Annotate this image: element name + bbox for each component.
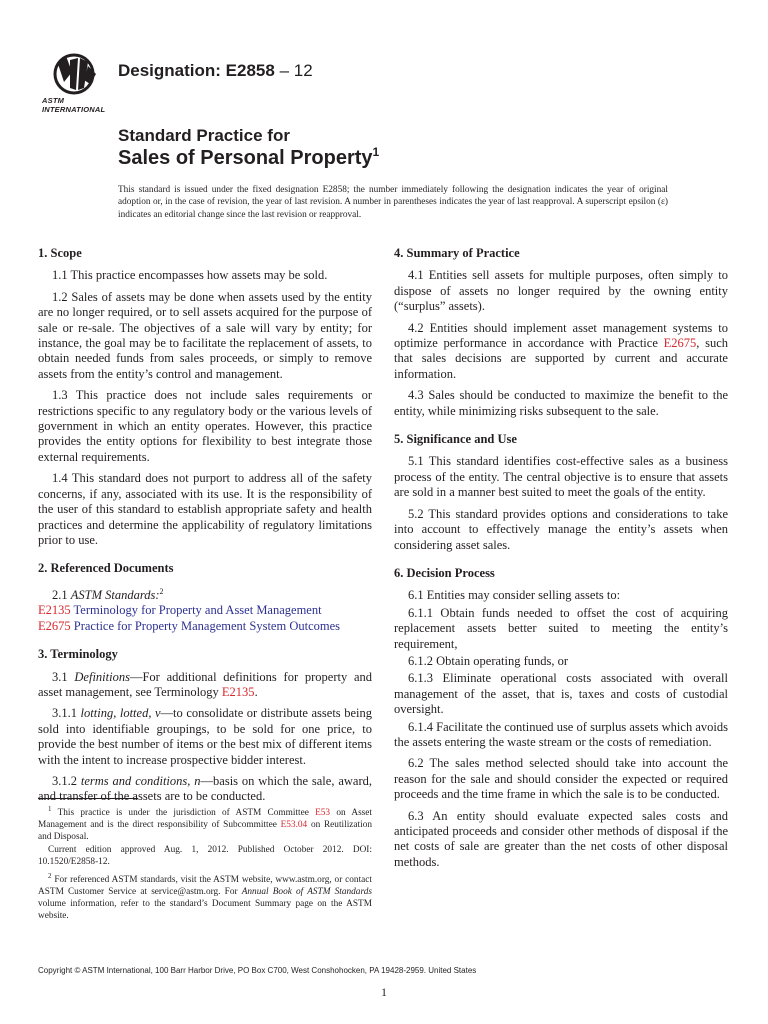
paragraph: 6.1.4 Facilitate the continued use of surplus assets which avoids the assets entering the waste stream or the costs of remediation. bbox=[394, 719, 728, 749]
astm-logo bbox=[42, 52, 112, 114]
footnote-text: volume information, refer to the standard’s Document Summary page on the ASTM website. bbox=[38, 898, 372, 921]
footnote-text: on Reutilization and Disposal. bbox=[38, 819, 373, 842]
designation bbox=[118, 61, 313, 81]
footnote-text: For referenced ASTM standards, visit the ASTM website, www.astm.org, or contact ASTM Customer Service at service@astm.org. For bbox=[38, 875, 372, 897]
title-text: Sales of Personal Property bbox=[118, 147, 373, 169]
para-number: 3.1 bbox=[52, 669, 75, 684]
paragraph: 5.2 This standard provides options and considerations to take into account to effectively manage the entity’s assets when considering asset sales. bbox=[394, 506, 728, 552]
logo-text: ASTM INTERNATIONAL bbox=[42, 96, 106, 114]
footnote-1 bbox=[38, 804, 372, 843]
footnote-divider bbox=[38, 798, 138, 799]
section-heading: 2. Referenced Documents bbox=[38, 561, 174, 576]
link-e2675[interactable]: E2675 bbox=[663, 336, 697, 351]
footnote-text: This practice is under the jurisdiction of ASTM Committee bbox=[51, 808, 316, 819]
section-heading: 5. Significance and Use bbox=[394, 432, 517, 447]
italic-term: terms and conditions, n bbox=[80, 773, 201, 788]
footnotes bbox=[38, 798, 372, 924]
designation-revision: – 12 bbox=[279, 61, 313, 80]
paragraph: 6.1.3 Eliminate operational costs associated with overall management of the asset, that is, taxes and costs of custodial oversight. bbox=[394, 671, 728, 717]
paragraph: 1.3 This practice does not include sales requirements or restrictions specific to any regulatory body or the various levels of government in which an entity operates. However, this practice provides the entity options for flexibility to best integrate those external requirements. bbox=[38, 388, 372, 464]
paragraph bbox=[38, 670, 372, 701]
paragraph: 6.2 The sales method selected should take into account the reason for the sale and should consider the expected or required proceeds and the time frame in which the sale is to be conducted. bbox=[394, 756, 728, 802]
title-line-2 bbox=[118, 147, 379, 170]
section-heading: 6. Decision Process bbox=[394, 565, 495, 580]
copyright: Copyright © ASTM International, 100 Barr Harbor Drive, PO Box C700, West Conshohocken, PA 19428-2959. United States bbox=[38, 966, 477, 975]
link-e53[interactable]: E53 bbox=[315, 808, 331, 819]
footnote-marker: 2 bbox=[159, 586, 164, 596]
para-text: —For additional definitions for property and asset management, see Terminology bbox=[38, 669, 373, 699]
section-significance-and-use bbox=[394, 432, 728, 553]
footnote-1-edition: Current edition approved Aug. 1, 2012. Published October 2012. DOI: 10.1520/E2858-12. bbox=[38, 845, 372, 868]
section-heading: 1. Scope bbox=[38, 246, 82, 260]
para-number: 2.1 bbox=[52, 587, 71, 602]
paragraph bbox=[38, 584, 372, 604]
paragraph bbox=[38, 706, 372, 768]
para-text: —basis on which the sale, award, and transfer of the assets are to be conducted. bbox=[38, 773, 372, 804]
paragraph: 6.1.1 Obtain funds needed to offset the cost of acquiring replacement assets better suited to meeting the entity’s requirement, bbox=[394, 605, 728, 651]
para-number: 3.1.1 bbox=[52, 706, 81, 721]
paragraph: 5.1 This standard identifies cost-effective sales as a business process of the entity. The central objective is to ensure that assets are sold in a manner best suited to meet the goals of the entity. bbox=[394, 454, 728, 500]
title-line-1: Standard Practice for bbox=[118, 126, 290, 145]
section-heading: 4. Summary of Practice bbox=[394, 246, 520, 260]
italic-term: lotting, lotted, v bbox=[80, 706, 161, 721]
paragraph: 4.3 Sales should be conducted to maximize the benefit to the entity, while minimizing risks subsequent to the sale. bbox=[394, 388, 728, 418]
ref-title[interactable]: Terminology for Property and Asset Management bbox=[73, 603, 322, 618]
italic-term: Definitions bbox=[74, 669, 130, 684]
footnote-marker: 2 bbox=[48, 872, 52, 881]
section-referenced-documents bbox=[38, 561, 372, 634]
footnote-marker: 1 bbox=[48, 805, 52, 813]
paragraph bbox=[394, 321, 728, 383]
right-column bbox=[394, 246, 728, 883]
reference-link-e2135[interactable] bbox=[38, 603, 372, 618]
para-text: —to consolidate or distribute assets being sold into identifiable groupings, to be sold for one price, to provide the best number of items or the best mix of different items with the intent to increase prospective bidder interest. bbox=[38, 706, 372, 767]
ref-title[interactable]: Practice for Property Management System Outcomes bbox=[73, 618, 341, 633]
section-heading: 3. Terminology bbox=[38, 647, 118, 662]
reference-link-e2675[interactable] bbox=[38, 619, 372, 634]
paragraph: 6.3 An entity should evaluate expected sales costs and anticipated proceeds and consider other methods of disposal if the net costs of sale are greater than the net costs of other disposal methods. bbox=[394, 808, 728, 869]
designation-label: Designation: E2858 bbox=[118, 61, 275, 80]
section-scope bbox=[38, 246, 372, 548]
para-text: 4.2 Entities should implement asset management systems to optimize performance in accordance with Practice bbox=[394, 320, 728, 351]
para-number: 3.1.2 bbox=[52, 773, 81, 788]
footnote-text: on Asset Management and is the direct responsibility of Subcommittee bbox=[38, 808, 373, 830]
footnote-2 bbox=[38, 871, 372, 922]
ref-code[interactable]: E2135 bbox=[38, 603, 71, 618]
intro-paragraph: This standard is issued under the fixed designation E2858; the number immediately following the designation indicates the year of original adoption or, in the case of revision, the year of last revision. A number in parentheses indicates the year of last reapproval. A superscript epsilon (ε) indicates an editorial change since the last revision or reapproval. bbox=[118, 185, 668, 220]
paragraph: 6.1 Entities may consider selling assets to: bbox=[408, 588, 621, 603]
italic-term: ASTM Standards: bbox=[70, 587, 160, 602]
ref-code[interactable]: E2675 bbox=[38, 618, 71, 633]
paragraph: 1.1 This practice encompasses how assets may be sold. bbox=[52, 268, 328, 283]
section-terminology bbox=[38, 647, 372, 805]
section-summary-of-practice bbox=[394, 246, 728, 419]
italic-term: Annual Book of ASTM Standards bbox=[241, 886, 372, 897]
left-column bbox=[38, 246, 372, 818]
para-text: . bbox=[254, 684, 258, 699]
paragraph: 6.1.2 Obtain operating funds, or bbox=[408, 653, 569, 668]
link-e2135[interactable]: E2135 bbox=[221, 684, 255, 699]
section-decision-process bbox=[394, 566, 728, 870]
paragraph: 1.4 This standard does not purport to address all of the safety concerns, if any, associated with its use. It is the responsibility of the user of this standard to establish appropriate safety and health practices and determine the applicability of regulatory limitations prior to use. bbox=[38, 471, 372, 547]
paragraph: 4.1 Entities sell assets for multiple purposes, often simply to dispose of assets no longer required by the owning entity (“surplus” assets). bbox=[394, 268, 728, 314]
para-text: , such that sales decisions are supported by current and accurate information. bbox=[394, 336, 728, 381]
link-e53-04[interactable]: E53.04 bbox=[280, 819, 308, 830]
title-footnote-marker: 1 bbox=[372, 145, 380, 159]
paragraph: 1.2 Sales of assets may be done when assets used by the entity are no longer required, or to sell assets acquired for the purpose of sale or re-sale. The objectives of a sale will vary by entity; for instance, the goal may be to facilitate the replacement of assets, to obtain needed funds from sales proceeds, or simply to remove assets from the entity’s control and management. bbox=[38, 289, 372, 381]
page-number: 1 bbox=[381, 985, 387, 999]
